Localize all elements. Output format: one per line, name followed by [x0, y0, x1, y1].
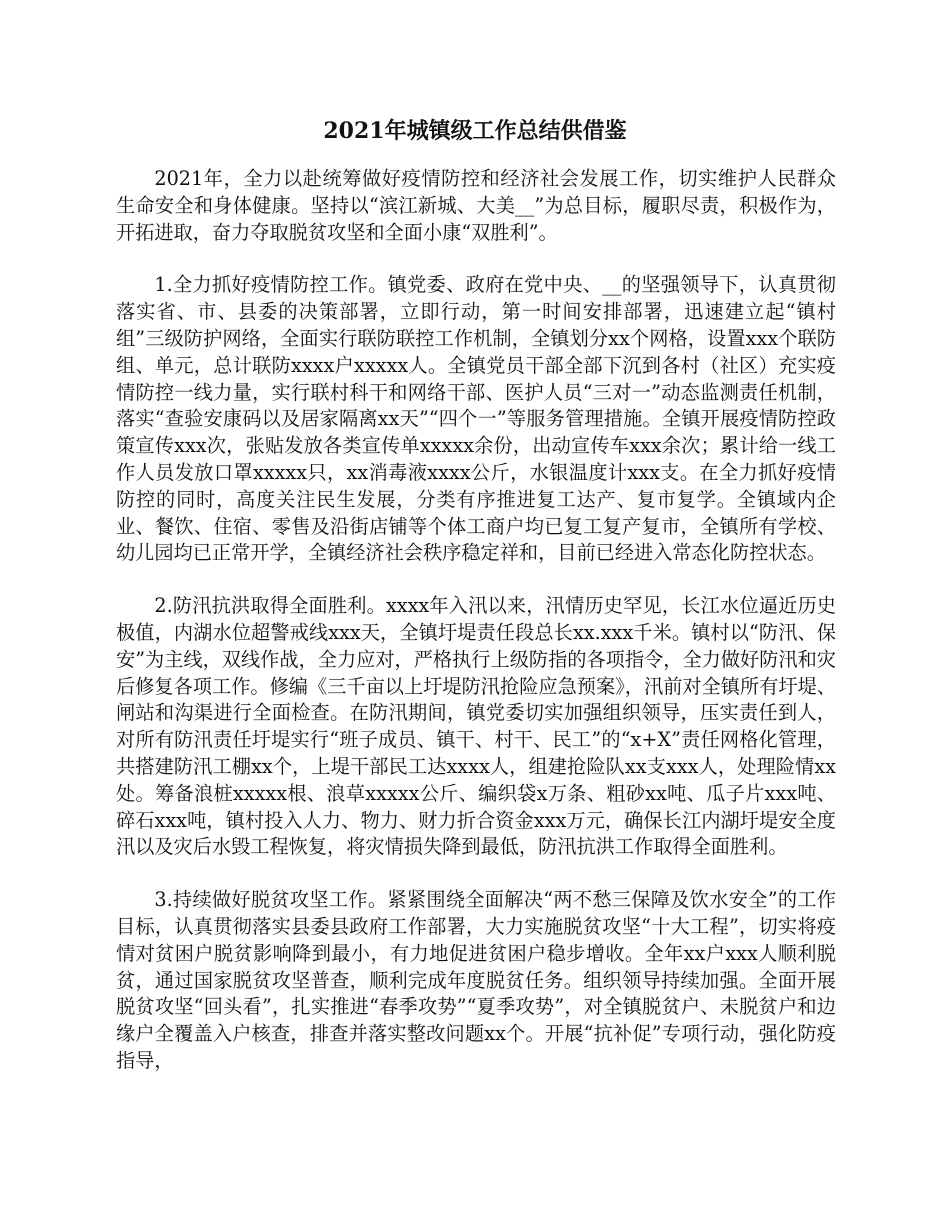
document-body	[116, 166, 836, 1101]
intro-paragraph: 2021年，全力以赴统筹做好疫情防控和经济社会发展工作，切实维护人民群众生命安全和身体健康。坚持以“滨江新城、大美__”为总目标，履职尽责，积极作为，开拓进取，奋力夺取脱贫攻坚和全面小康“双胜利”。	[116, 167, 836, 244]
document-title: 2021年城镇级工作总结供借鉴	[323, 118, 627, 144]
section-1-paragraph: 1.全力抓好疫情防控工作。镇党委、政府在党中央、__的坚强领导下，认真贯彻落实省、市、县委的决策部署，立即行动，第一时间安排部署，迅速建立起“镇村组”三级防护网络，全面实行联防联控工作机制，全镇划分xx个网格，设置xxx个联防组、单元，总计联防xxxx户xxxxx人。全镇党员干部全部下沉到各村（社区）充实疫情防控一线力量，实行联村科干和网络干部、医护人员“三对一”动态监测责任机制，落实“查验安康码以及居家隔离xx天”“四个一”等服务管理措施。全镇开展疫情防控政策宣传xxx次，张贴发放各类宣传单xxxxx余份，出动宣传车xxx余次；累计给一线工作人员发放口罩xxxxx只，xx消毒液xxxx公斤，水银温度计xxx支。在全力抓好疫情防控的同时，高度关注民生发展，分类有序推进复工达产、复市复学。全镇域内企业、餐饮、住宿、零售及沿街店铺等个体工商户均已复工复产复市，全镇所有学校、幼儿园均已正常开学，全镇经济社会秩序稳定祥和，目前已经进入常态化防控状态。	[116, 273, 836, 565]
section-3-paragraph: 3.持续做好脱贫攻坚工作。紧紧围绕全面解决“两不愁三保障及饮水安全”的工作目标，认真贯彻落实县委县政府工作部署，大力实施脱贫攻坚“十大工程”，切实将疫情对贫困户脱贫影响降到最小，有力地促进贫困户稳步增收。全年xx户xxx人顺利脱贫，通过国家脱贫攻坚普查，顺利完成年度脱贫任务。组织领导持续加强。全面开展脱贫攻坚“回头看”，扎实推进“春季攻势”“夏季攻势”，对全镇脱贫户、未脱贫户和边缘户全覆盖入户核查，排查并落实整改问题xx个。开展“抗补促”专项行动，强化防疫指导，	[116, 888, 836, 1072]
section-2-paragraph: 2.防汛抗洪取得全面胜利。xxxx年入汛以来，汛情历史罕见，长江水位逼近历史极值，内湖水位超警戒线xxx天，全镇圩堤责任段总长xx.xxx千米。镇村以“防汛、保安”为主线，双线作战，全力应对，严格执行上级防指的各项指令，全力做好防汛和灾后修复各项工作。修编《三千亩以上圩堤防汛抢险应急预案》，汛前对全镇所有圩堤、闸站和沟渠进行全面检查。在防汛期间，镇党委切实加强组织领导，压实责任到人，对所有防汛责任圩堤实行“班子成员、镇干、村干、民工”的“x+X”责任网格化管理，共搭建防汛工棚xx个，上堤干部民工达xxxx人，组建抢险队xx支xxx人，处理险情xx处。筹备浪桩xxxxx根、浪草xxxxx公斤、编织袋x万条、粗砂xx吨、瓜子片xxx吨、碎石xxx吨，镇村投入人力、物力、财力折合资金xxx万元，确保长江内湖圩堤安全度汛以及灾后水毁工程恢复，将灾情损失降到最低，防汛抗洪工作取得全面胜利。	[116, 594, 836, 859]
